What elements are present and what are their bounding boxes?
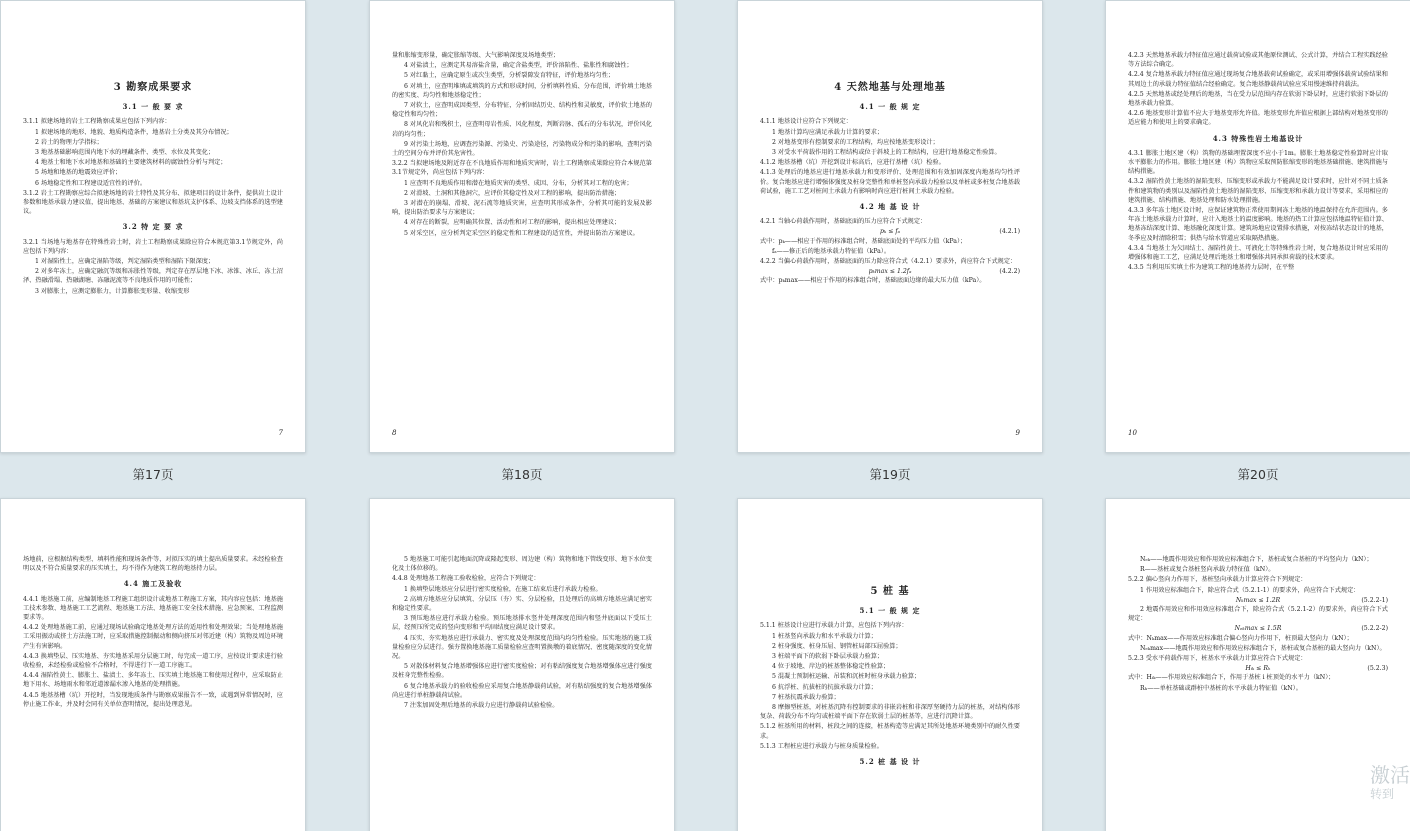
clause-paragraph: 4.3.5 当利用压实填土作为建筑工程的地基持力层时，在平整 xyxy=(1128,264,1295,272)
formula xyxy=(1128,624,1388,633)
list-item: 6 复合地基承载力的验收检验应采用复合地基静载荷试验，对有粘结强度的复合地基增强体尚应进行单桩静载荷试验。 xyxy=(392,682,652,699)
list-item: 5 场地和地基的地震效应评价； xyxy=(35,169,122,177)
section-title: 4.4 施工及验收 xyxy=(123,579,183,589)
formula-number: (4.2.2) xyxy=(999,268,1020,276)
list-item: 4 对盐渍土，应测定其易溶盐含量，确定含盐类型，评价溶陷性、盐胀性和腐蚀性； xyxy=(404,62,633,70)
page-thumbnail-24[interactable] xyxy=(1105,498,1410,831)
section-title: 4.2 地 基 设 计 xyxy=(859,202,921,212)
list-item: 4 地基土和地下水对地基和基础的主要建筑材料的腐蚀性分析与判定； xyxy=(35,159,227,167)
list-item: 1 应查明不良地质作用和潜在地质灾害的类型、成因、分布，分析其对工程的危害； xyxy=(404,179,633,187)
list-item: 1 对湿陷性土，应确定湿陷等级，判定湿陷类型和湿陷下限深度； xyxy=(35,258,215,266)
list-item: 1 换填垫层地基应分层进行密实度检验，在施工结束后进行承载力检验。 xyxy=(404,585,602,593)
list-item: 5 对红黏土，应确定原生或次生类型，分析裂隙发育特征，评价地基均匀性； xyxy=(404,72,615,80)
list-item: 2 对地基变形有控制要求的工程结构，均应按地基变形设计； xyxy=(772,138,939,146)
list-item: 6 场地稳定性和工程建设适宜性的评价。 xyxy=(35,179,147,187)
list-item: 7 桩基抗震承载力验算； xyxy=(772,693,840,701)
clause-paragraph: 4.2.6 地基变形计算值不应大于地基变形允许值。地基变形允许值应根据上部结构对地基变形的适应能力和使用上的要求确定。 xyxy=(1128,110,1388,127)
clause-paragraph: 3.1.2 岩土工程勘察应综合拟建场地的岩土特性及其分布、拟建项目的设计条件，提供岩土设计参数和地基承载力建议值，提出地基、基础的方案建议和基坑支护体系、边坡支挡体系的选型建议。 xyxy=(23,189,283,216)
section-title: 5.2 桩 基 设 计 xyxy=(859,757,921,767)
clause-paragraph: 4.4.4 湿陷性黄土、膨胀土、盐渍土、多年冻土、压实填土地基施工和使用过程中，应采取防止地下用水、场地雨水和邻近道渗漏水渗入地基的处理措施。 xyxy=(23,672,283,689)
list-item: 4 对存在的断裂，应明确其位置、活动性和对工程的影响，提出相应处理建议； xyxy=(404,219,621,227)
list-item: 7 对软土，应查明成因类型、分布特征，分析固结历史、结构性和灵敏度，评价软土地基的稳定性和均匀性； xyxy=(392,102,652,119)
page-thumbnail-23[interactable] xyxy=(737,498,1043,831)
formula-expression: Nₑₖmax ≤ 1.5R xyxy=(1234,625,1282,633)
formula xyxy=(760,227,1020,236)
list-item: 1 作用效应标准组合下，除应符合式（5.2.1-1）的要求外，尚应符合下式规定： xyxy=(1140,586,1360,594)
formula-expression: pₖ ≤ fₐ xyxy=(880,228,900,236)
formula-number: (4.2.1) xyxy=(999,228,1020,236)
clause-paragraph: 5.1.1 桩基设计应进行承载力计算，应包括下列内容： xyxy=(760,622,908,630)
formula-number: (5.2.2-2) xyxy=(1361,625,1388,633)
list-item: 2 对多年冻土，应确定融沉等级和冻胀性等级，判定存在厚层地下冰、冰锥、冰丘、冻土沼泽、热融滑塌、热融湖塘、冻融泥流等不良地质作用的可能性； xyxy=(23,268,283,285)
section-title: 4.3 特殊性岩土地基设计 xyxy=(1212,133,1304,143)
clause-paragraph: 4.3.1 膨胀土地区建（构）筑物的基础埋置深度不应小于1m。膨胀土地基稳定性验算时应计取水平膨胀力的作用。膨胀土地区建（构）筑物应采取预防胀缩变形的地基基础措施、建筑措施与结构措施。 xyxy=(1128,149,1388,176)
page-caption-17[interactable]: 第17页 xyxy=(132,467,174,482)
formula-expression: Nₖmax ≤ 1.2R xyxy=(1235,596,1281,604)
list-item: 1 桩基竖向承载力和水平承载力计算； xyxy=(772,632,877,640)
clause-paragraph: 4.3.3 多年冻土地区设计时，应保证建筑物正常使用期间冻土地基的地温保持在允许范围内。多年冻土地基承载力计算时，应计入地基土的温度影响。地基的热工计算应包括地温特征值计算、地基冻结深度计算、地基融化深度计算。建筑场地应设置排水措施，对按冻结状态设计的地基，冬季应及时清除积雪；供热与给水管道应采取隔热措施。 xyxy=(1128,207,1388,242)
section-title: 4.1 一 般 规 定 xyxy=(859,102,921,112)
clause-paragraph: 5.2.3 受水平荷载作用下，桩基水平承载力计算应符合下式规定： xyxy=(1128,655,1307,663)
clause-paragraph: 4.3.2 湿陷性黄土地基的湿陷变形、压缩变形或承载力不能满足设计要求时，应针对不同土质条件和建筑物的类别以及湿陷性黄土地基的湿陷变形、压缩变形和承载力设计等要求，采用相应的建筑措施、结构措施、地基处理和防水处理措施。 xyxy=(1128,178,1388,204)
clause-paragraph: 4.4.2 处理地基施工前，应通过现场试验确定地基处理方法的适用性和处理效果；当处理地基施工采用振动或挤土方法施工时，应采取措施控制振动和侧向挤压对邻近建（构）筑物及周边环境产生有害影响。 xyxy=(23,624,283,650)
list-item: 2 岩土的物理力学指标； xyxy=(35,138,103,146)
formula xyxy=(1128,664,1388,673)
list-item: 5 对散体材料复合地基增强体应进行密实度检验；对有粘结强度复合地基增强体应进行强度及桩身完整性检验。 xyxy=(392,663,652,680)
list-item: 9 对污染土场地，应调查污染源、污染史、污染途径，污染物成分和污染的影响，查明污染土的空间分布并评价其危害性。 xyxy=(392,140,652,158)
page-thumbnail-22[interactable] xyxy=(369,498,675,831)
list-item: 2 桩身强度、桩身压屈、钢管桩局部压屈验算； xyxy=(772,642,902,650)
section-title: 3.1 一 般 要 求 xyxy=(122,102,184,112)
page-number: 8 xyxy=(392,428,397,437)
list-item: 3 地基基础影响范围内地下水的埋藏条件、类型、水位及其变化； xyxy=(35,149,215,157)
clause-paragraph: 4.1.2 地基基槽（坑）开挖到设计标高后，应进行基槽（坑）检验。 xyxy=(760,159,945,167)
page-number: 9 xyxy=(1015,428,1020,437)
formula-expression: Hᵢₖ ≤ Rₕ xyxy=(1245,665,1271,673)
clause-paragraph: 4.4.1 地基施工前，应编制地基工程施工组织设计或地基工程施工方案，其内容应包括：地基施工技术参数、地基施工工艺流程、地基施工方法、地基施工安全技术措施、应急预案、工程监测要求等。 xyxy=(23,595,283,622)
clause-paragraph: 4.1.3 处理后的地基应进行地基承载力和变形评价、处理范围和有效加固深度内地基均匀性评价。复合地基应进行增强体强度及桩身完整性和单桩竖向承载力检验以及单桩或多桩复合地基载荷试验，施工工艺对桩间土承载力有影响时尚应进行桩间土承载力检验。 xyxy=(760,169,1020,195)
clause-paragraph: 式中：Nₖmax——作用效应标准组合偏心竖向力作用下，桩顶最大竖向力（kN）； xyxy=(1128,634,1353,642)
clause-paragraph: 4.2.3 天然地基承载力特征值应通过载荷试验或其他原位测试、公式计算，并结合工程实践经验等方法综合确定。 xyxy=(1128,52,1388,69)
section-title: 3.2 特 定 要 求 xyxy=(122,222,184,232)
clause-paragraph: 5.2.2 偏心竖向力作用下，基桩竖向承载力计算应符合下列规定： xyxy=(1128,576,1307,584)
clause-paragraph: 3.2.1 当场地与地基存在特殊性岩土时，岩土工程勘察成果除应符合本规范第3.1节规定外，尚应包括下列内容： xyxy=(23,238,283,255)
list-item: 1 地基计算均应满足承载力计算的要求； xyxy=(772,128,884,136)
list-item: 5 对采空区，应分析判定采空区的稳定性和工程建设的适宜性，并提出防治方案建议。 xyxy=(404,229,639,237)
list-item: Nₑₖ——地震作用效应和作用效应标准组合下，基桩或复合基桩的平均竖向力（kN）； xyxy=(1140,556,1373,563)
page-number: 7 xyxy=(278,428,283,437)
clause-paragraph: 4.4.8 处理地基工程施工验收检验，应符合下列规定： xyxy=(392,575,540,583)
section-title: 5.1 一 般 规 定 xyxy=(859,606,921,616)
chapter-title: 3 勘察成果要求 xyxy=(113,82,193,93)
clause-paragraph: 场地前，应根据结构类型、填料性能和现场条件等，对拟压实的填土提出质量要求。未经检验查明以及不符合质量要求的压实填土，均不得作为建筑工程的地基持力层。 xyxy=(23,556,283,573)
clause-paragraph: 式中：pₖmax——相应于作用的标准组合时，基础底面边缘的最大压力值（kPa）。 xyxy=(760,277,986,285)
clause-paragraph: 4.2.5 天然地基或经处理后的地基，当在受力层范围内存在软弱下卧层时，应进行软弱下卧层的地基承载力验算。 xyxy=(1128,90,1388,108)
list-item: 3 预压地基应进行承载力检验。预压地基排水竖井处理深度范围内和竖井底面以下受压土层，经预压所完成的竖向变形和平均固结度应满足设计要求。 xyxy=(392,615,652,632)
list-item: 4 位于坡地、岸边的桩基整体稳定性验算； xyxy=(772,663,890,671)
clause-paragraph: 式中：pₖ——相应于作用的标准组合时，基础底面处的平均压力值（kPa）； xyxy=(760,237,967,245)
list-item: 4 压实、夯实地基应进行承载力、密实度及处理深度范围内均匀性检验。压实地基的施工质量检验应分层进行。强夯置换地基施工质量检验应查明置换墩的着底情况、密度随深度的变化情况。 xyxy=(392,634,652,661)
list-item: 3 对潜在的崩塌、滑坡、泥石流等地质灾害，应查明其形成条件，分析其可能的发展及影响，提出防治要求与方案建议； xyxy=(392,200,652,217)
clause-paragraph: 4.2.4 复合地基承载力特征值应通过现场复合地基载荷试验确定，或采用增强体载荷试验结果和其周边土的承载力特征值结合经验确定。复合地基静载荷试验应采用慢速维持荷载法。 xyxy=(1128,71,1388,88)
list-item: 8 摩擦型桩基，对桩基沉降有控制要求的非嵌岩桩和非深厚坚硬持力层的桩基，对结构体形复杂、荷载分布不均匀或桩端平面下存在软弱土层的桩基等，应进行沉降计算。 xyxy=(760,704,1020,721)
clause-paragraph: 4.3.4 当地基土为欠固结土、湿陷性黄土、可液化土等特殊性岩土时，复合地基设计时应采用的增强体和施工工艺，应满足处理后地基土和增强体共同承担荷载的技术要求。 xyxy=(1128,244,1388,262)
list-item: 2 对滑坡、土洞和其他洞穴，应评价其稳定性及对工程的影响，提出防治措施； xyxy=(404,189,621,197)
list-item: 8 对风化岩和残积土，应查明母岩性质、风化程度，判断岩脉、孤石的分布状况，评价风化岩的均匀性； xyxy=(392,121,652,138)
page-number: 10 xyxy=(1128,428,1137,437)
clause-paragraph: 4.4.3 换填垫层、压实地基、夯实地基采用分层施工时，每完成一道工序，应按设计要求进行验收检验，未经检验或检验不合格时，不得进行下一道工序施工。 xyxy=(23,652,283,670)
list-item: 6 对填土，应查明堆填或填筑的方式和形成时间，分析填料性质、分布范围，评价填土地基的密实度、均匀性和地基稳定性； xyxy=(392,82,652,99)
formula xyxy=(760,267,1020,276)
list-item: 3 对受水平荷载作用的工程结构或位于斜坡上的工程结构，应进行地基稳定性验算。 xyxy=(772,149,1001,157)
page-thumbnail-19[interactable] xyxy=(737,0,1043,453)
list-item: 1 拟建场地的地形、地貌、地质构造条件，地基岩土分类及其分布情况； xyxy=(35,128,233,136)
list-item: 5 地基施工可能引起地面沉降或隆起变形、周边建（构）筑物和地下管线变形、地下水位变化及土体位移的。 xyxy=(392,556,652,573)
list-item: 2 地震作用效应和作用效应标准组合下，除应符合式（5.2.1-2）的要求外，尚应符合下式规定： xyxy=(1128,606,1388,623)
clause-paragraph: 4.1.1 地基设计应符合下列规定： xyxy=(760,118,852,126)
list-item: 5 混凝土预制桩运输、吊装和沉桩时桩身承载力验算； xyxy=(772,673,921,681)
formula xyxy=(1128,596,1388,605)
list-item: 3 桩端平面下的软弱下卧层承载力验算； xyxy=(772,653,884,661)
formula-expression: pₖmax ≤ 1.2fₐ xyxy=(868,268,912,276)
list-item: 3 对膨胀土，应测定膨胀力，计算膨胀变形量、收缩变形 xyxy=(35,287,190,295)
clause-paragraph: 4.2.1 当轴心荷载作用时，基础底面的压力应符合下式规定： xyxy=(760,218,927,226)
clause-paragraph: 5.1.2 桩基所用的材料，桩段之间的连接，桩基构造等应满足其所处地基环境类别中的耐久性要求。 xyxy=(760,723,1020,740)
list-item: 7 注浆加固处理后地基的承载力应进行静载荷试验检验。 xyxy=(404,702,559,710)
clause-paragraph: 3.2.2 当拟建场地及附近存在不良地质作用和地质灾害时，岩土工程勘察成果除应符合本规范第3.1节规定外，尚应包括下列内容： xyxy=(392,160,652,177)
list-item: 6 抗浮桩、抗拔桩的抗拔承载力计算； xyxy=(772,683,877,691)
page-thumbnail-21[interactable] xyxy=(0,498,306,831)
clause-paragraph: 5.1.3 工程桩应进行承载力与桩身质量检验。 xyxy=(760,742,883,750)
list-item: fₐ——修正后的地基承载力特征值（kPa）。 xyxy=(772,247,891,255)
page-thumbnail-18[interactable] xyxy=(369,0,675,453)
page-caption-18[interactable]: 第18页 xyxy=(501,467,543,482)
clause-paragraph: 4.2.2 当偏心荷载作用时，基础底面的压力除应符合式（4.2.1）要求外，尚应符合下式规定： xyxy=(760,258,1017,266)
chapter-title: 4 天然地基与处理地基 xyxy=(834,82,946,93)
activation-watermark: 激活 转到 xyxy=(1370,763,1410,801)
formula-number: (5.2.3) xyxy=(1367,665,1388,673)
page-thumbnail-20[interactable] xyxy=(1105,0,1410,453)
clause-paragraph: 量和胀缩变形量，确定胀缩等级、大气影响深度及场地类型； xyxy=(392,52,560,59)
list-item: R——基桩或复合基桩竖向承载力特征值（kN）。 xyxy=(1140,566,1275,574)
chapter-title: 5 桩 基 xyxy=(870,586,910,597)
list-item: Nₑₖmax——地震作用效应和作用效应标准组合下，基桩或复合基桩的最大竖向力（kN）。 xyxy=(1140,644,1386,652)
clause-paragraph: 式中：Hᵢₖ——作用效应标准组合下，作用于基桩 i 桩顶处的水平力（kN）； xyxy=(1128,674,1335,682)
page-caption-20[interactable]: 第20页 xyxy=(1237,467,1279,482)
list-item: 2 高填方地基应分层填筑、分层压（夯）实、分层检验，且处理后的高填方地基应满足密实和稳定性要求。 xyxy=(392,595,652,613)
page-thumbnail-17[interactable] xyxy=(0,0,306,453)
clause-paragraph: 3.1.1 拟建场地的岩土工程勘察成果应包括下列内容： xyxy=(23,118,171,126)
page-caption-19[interactable]: 第19页 xyxy=(869,467,911,482)
list-item: Rₕ——单桩基础或群桩中基桩的水平承载力特征值（kN）。 xyxy=(1140,684,1302,692)
formula-number: (5.2.2-1) xyxy=(1361,596,1388,604)
clause-paragraph: 4.4.5 地基基槽（坑）开挖时，当发现地质条件与勘察成果报告不一致，或遇到异常情况时，应停止施工作业，并及时会同有关单位查明情况，提出处理意见。 xyxy=(23,691,283,708)
